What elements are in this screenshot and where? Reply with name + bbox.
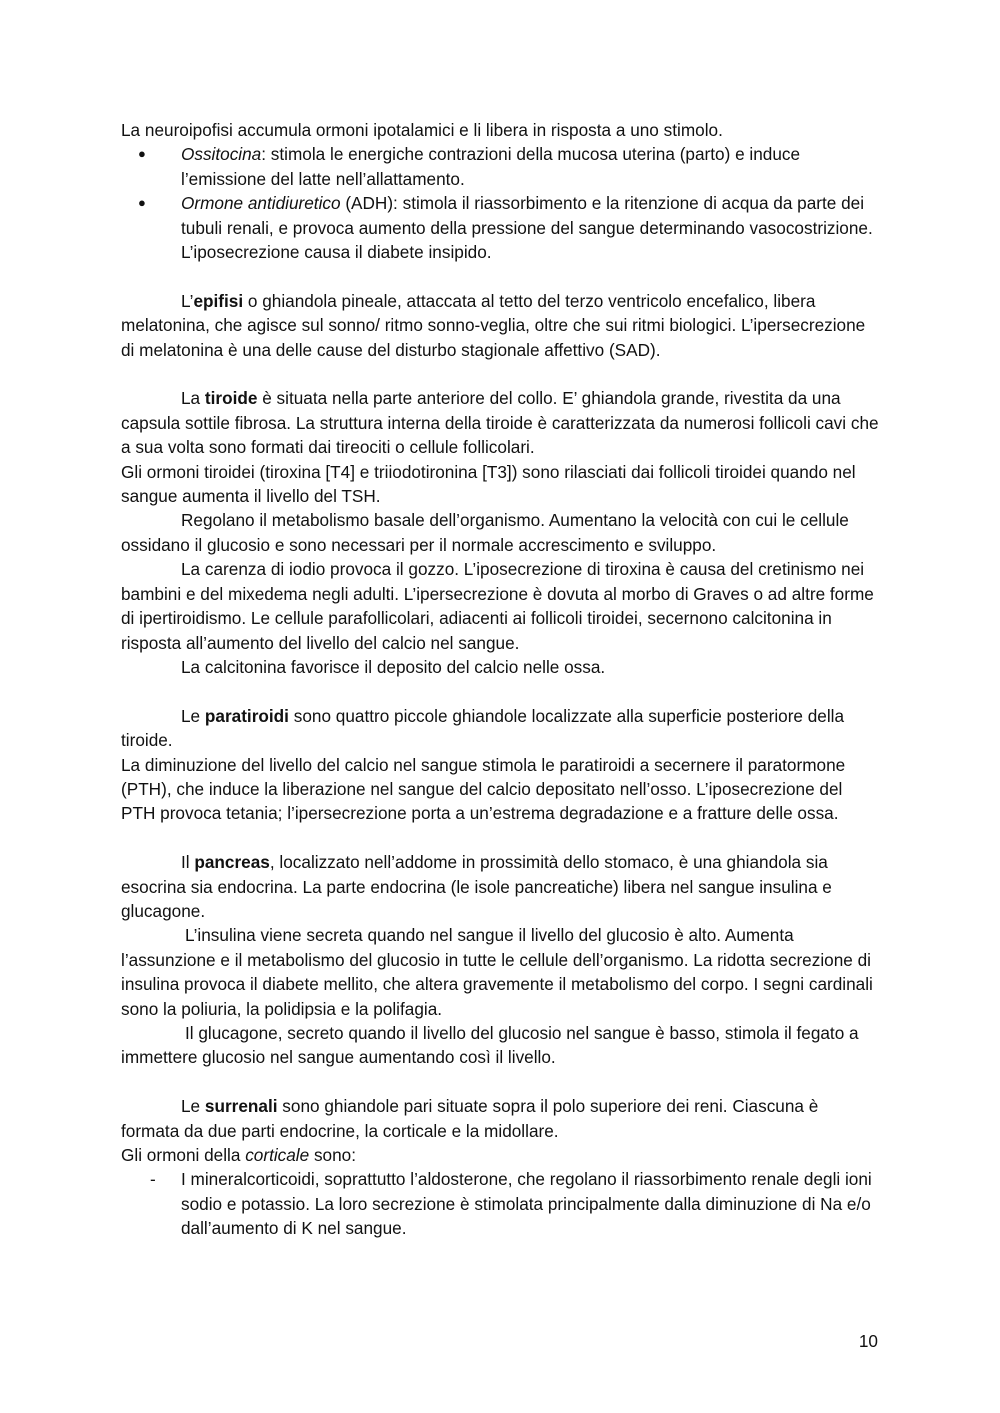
tiroide-term: tiroide: [204, 388, 258, 409]
glucagone-paragraph: Il glucagone, secreto quando il livello del glucosio nel sangue è basso, stimola il fegato a immettere glucosio nel sangue aumentando così il livello.: [121, 1022, 859, 1068]
tiroide-metabolism-paragraph: Regolano il metabolismo basale dell’organismo. Aumentano la velocità con cui le cellule ossidano il glucosio e sono necessari per il normale accrescimento e sviluppo.: [121, 510, 849, 555]
page-body: [121, 118, 881, 1241]
bullet-icon: ●: [138, 195, 146, 211]
corticale-intro: [121, 1143, 881, 1167]
text-run: La: [181, 388, 205, 409]
dash-icon: -: [150, 1169, 156, 1190]
pancreas-term: pancreas: [194, 852, 270, 873]
hormone-description: (ADH): stimola il riassorbimento e la ritenzione di acqua da parte dei tubuli renali, e provoca aumento della pressione del sangue determinando vasocostrizione. L’iposecrezione causa il diabete insipido.: [181, 193, 873, 263]
bullet-icon: ●: [138, 146, 146, 162]
text-run: Le: [181, 705, 205, 726]
paratormone-paragraph: La diminuzione del livello del calcio nel sangue stimola le paratiroidi a secernere il paratormone (PTH), che induce la liberazione nel sangue del calcio depositato nell’osso. L’iposecrezione del PTH provoca tetania; l’ipersecrezione porta a un’estrema degradazione e a fratture delle ossa.: [121, 754, 846, 824]
paragraph-spacer: [121, 1070, 881, 1094]
calcitonina-paragraph: La calcitonina favorisce il deposito del calcio nelle ossa.: [181, 656, 606, 677]
text-run: sono quattro piccole ghiandole localizzate alla superficie posteriore della tiroide.: [121, 705, 845, 751]
list-item: [121, 142, 881, 191]
text-run: Il: [181, 852, 195, 873]
paragraph-spacer: [121, 826, 881, 850]
list-item: [121, 191, 881, 264]
tiroide-paragraph: [121, 386, 881, 459]
paratiroidi-paragraph: [121, 704, 881, 753]
text-run: è situata nella parte anteriore del collo. E’ ghiandola grande, rivestita da una capsula sottile fibrosa. La struttura interna della tiroide è caratterizzata da numerosi follicoli cavi che a sua volta sono formati dai tireociti o cellule follicolari.: [121, 388, 879, 458]
text-run: L’: [181, 290, 194, 311]
hormone-term: Ossitocina: [181, 144, 262, 165]
neuroipofisi-hormone-list: [121, 142, 881, 264]
paratiroidi-term: paratiroidi: [204, 705, 289, 726]
text-run: sono:: [309, 1144, 357, 1165]
corticale-term: corticale: [245, 1144, 310, 1165]
text-run: , localizzato nell’addome in prossimità dello stomaco, è una ghiandola sia esocrina sia endocrina. La parte endocrina (le isole pancreatiche) libera nel sangue insulina e glucagone.: [121, 852, 832, 921]
paragraph-spacer: [121, 679, 881, 703]
text-run: sono ghiandole pari situate sopra il polo superiore dei reni. Ciascuna è formata da due parti endocrine, la corticale e la midollare.: [121, 1096, 819, 1141]
list-item: [121, 1167, 881, 1240]
corticale-hormone-list: [121, 1167, 881, 1240]
epifisi-term: epifisi: [193, 290, 244, 311]
tiroide-disorders-paragraph: La carenza di iodio provoca il gozzo. L’iposecrezione di tiroxina è causa del cretinismo nei bambini e del mixedema negli adulti. L’ipersecrezione è dovuta al morbo di Graves o ad altre forme di ipertiroidismo. Le cellule parafollicolari, adiacenti ai follicoli tiroidei, secernono calcitonina in risposta all’aumento del livello del calcio nel sangue.: [121, 559, 874, 653]
text-run: Gli ormoni della: [121, 1144, 246, 1165]
pancreas-paragraph: [121, 850, 881, 923]
epifisi-paragraph: [121, 289, 881, 362]
paragraph-spacer: [121, 362, 881, 386]
text-run: Le: [181, 1096, 205, 1117]
text-run: o ghiandola pineale, attaccata al tetto del terzo ventricolo encefalico, libera melatonina, che agisce sul sonno/ ritmo sonno-veglia, oltre che sui ritmi biologici. L’ipersecrezione di melatonina è una delle cause del disturbo stagionale affettivo (SAD).: [121, 290, 866, 360]
surrenali-term: surrenali: [204, 1096, 278, 1117]
neuroipofisi-intro: La neuroipofisi accumula ormoni ipotalamici e li libera in risposta a uno stimolo.: [121, 120, 723, 140]
list-item-text: I mineralcorticoidi, soprattutto l’aldosterone, che regolano il riassorbimento renale degli ioni sodio e potassio. La loro secrezione è stimolata principalmente dalla diminuzione di Na e/o dall’aumento di K nel sangue.: [181, 1169, 872, 1239]
page-number: 10: [858, 1331, 878, 1351]
paragraph-spacer: [121, 264, 881, 288]
insulina-paragraph: L’insulina viene secreta quando nel sangue il livello del glucosio è alto. Aumenta l’assunzione e il metabolismo del glucosio in tutte le cellule dell’organismo. La ridotta secrezione di insulina provoca il diabete mellito, che altera gravemente il metabolismo del corpo. I segni cardinali sono la poliuria, la polidipsia e la polifagia.: [121, 925, 873, 1019]
surrenali-paragraph: [121, 1094, 881, 1143]
hormone-term: Ormone antidiuretico: [181, 193, 341, 214]
hormone-description: : stimola le energiche contrazioni della mucosa uterina (parto) e induce l’emissione del latte nell’allattamento.: [181, 144, 801, 189]
tiroide-hormones-paragraph: Gli ormoni tiroidei (tiroxina [T4] e triiodotironina [T3]) sono rilasciati dai follicoli tiroidei quando nel sangue aumenta il livello del TSH.: [121, 461, 856, 507]
